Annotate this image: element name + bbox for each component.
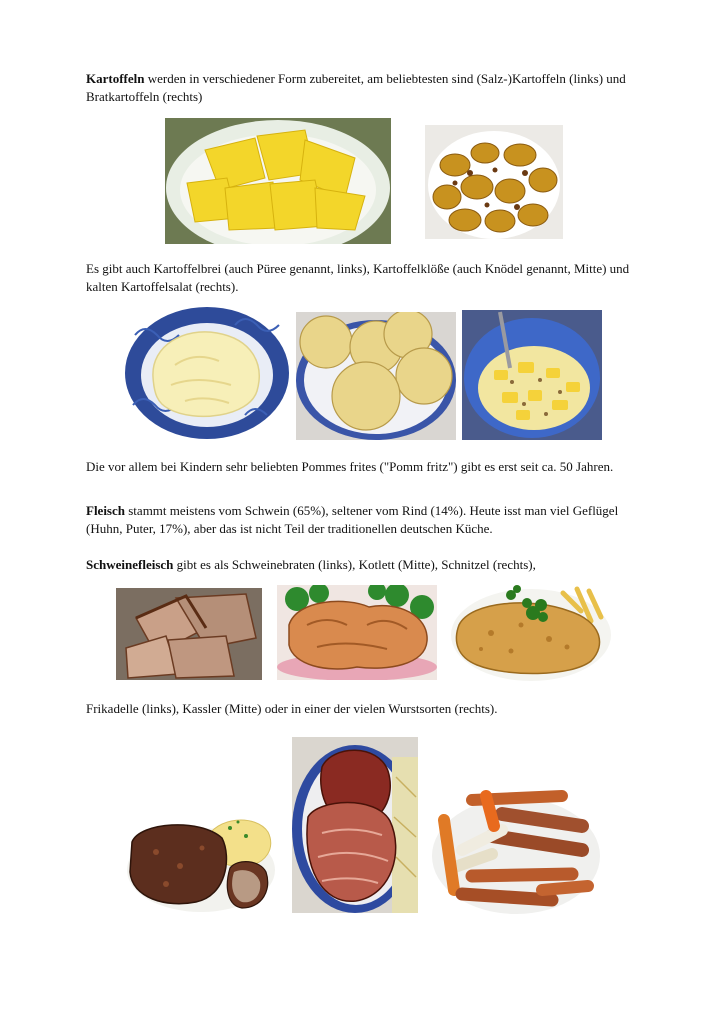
paragraph-kartoffelformen: Es gibt auch Kartoffelbrei (auch Püree genannt, links), Kartoffelklöße (auch Knödel genannt, Mitte) und kalten Kartoffelsalat (rechts). [86,261,630,294]
paragraph-wurst: Frikadelle (links), Kassler (Mitte) oder in einer der vielen Wurstsorten (rechts). [86,701,498,716]
bold-term-kartoffeln: Kartoffeln [86,71,145,86]
paragraph-schweinefleisch: Schweinefleisch gibt es als Schweinebraten (links), Kotlett (Mitte), Schnitzel (rechts), [86,557,536,572]
photo-kotlett [277,585,437,680]
photo-salzkartoffeln [165,118,391,244]
photo-kassler [292,737,418,913]
paragraph-fleisch: Fleisch stammt meistens vom Schwein (65%), seltener vom Rind (14%). Heute isst man viel Geflügel (Huhn, Puter, 17%), aber das ist nicht Teil der traditionellen deutschen Küche. [86,503,619,536]
photo-frikadelle [126,808,276,912]
photo-kartoffelsalat [462,310,602,440]
photo-schnitzel [451,585,611,681]
bold-term-fleisch: Fleisch [86,503,125,518]
photo-kartoffelbrei [125,305,290,440]
photo-schweinebraten [116,588,262,680]
paragraph-kartoffeln: Kartoffeln werden in verschiedener Form zubereitet, am beliebtesten sind (Salz-)Kartoffeln (links) und Bratkartoffeln (rechts) [86,71,626,104]
photo-kartoffelkloesse [296,312,456,440]
photo-bratkartoffeln [425,125,563,239]
photo-wurstsorten [432,790,600,914]
bold-term-schweinefleisch: Schweinefleisch [86,557,174,572]
paragraph-pommes: Die vor allem bei Kindern sehr beliebten Pommes frites ("Pomm fritz") gibt es erst seit ca. 50 Jahren. [86,459,614,474]
